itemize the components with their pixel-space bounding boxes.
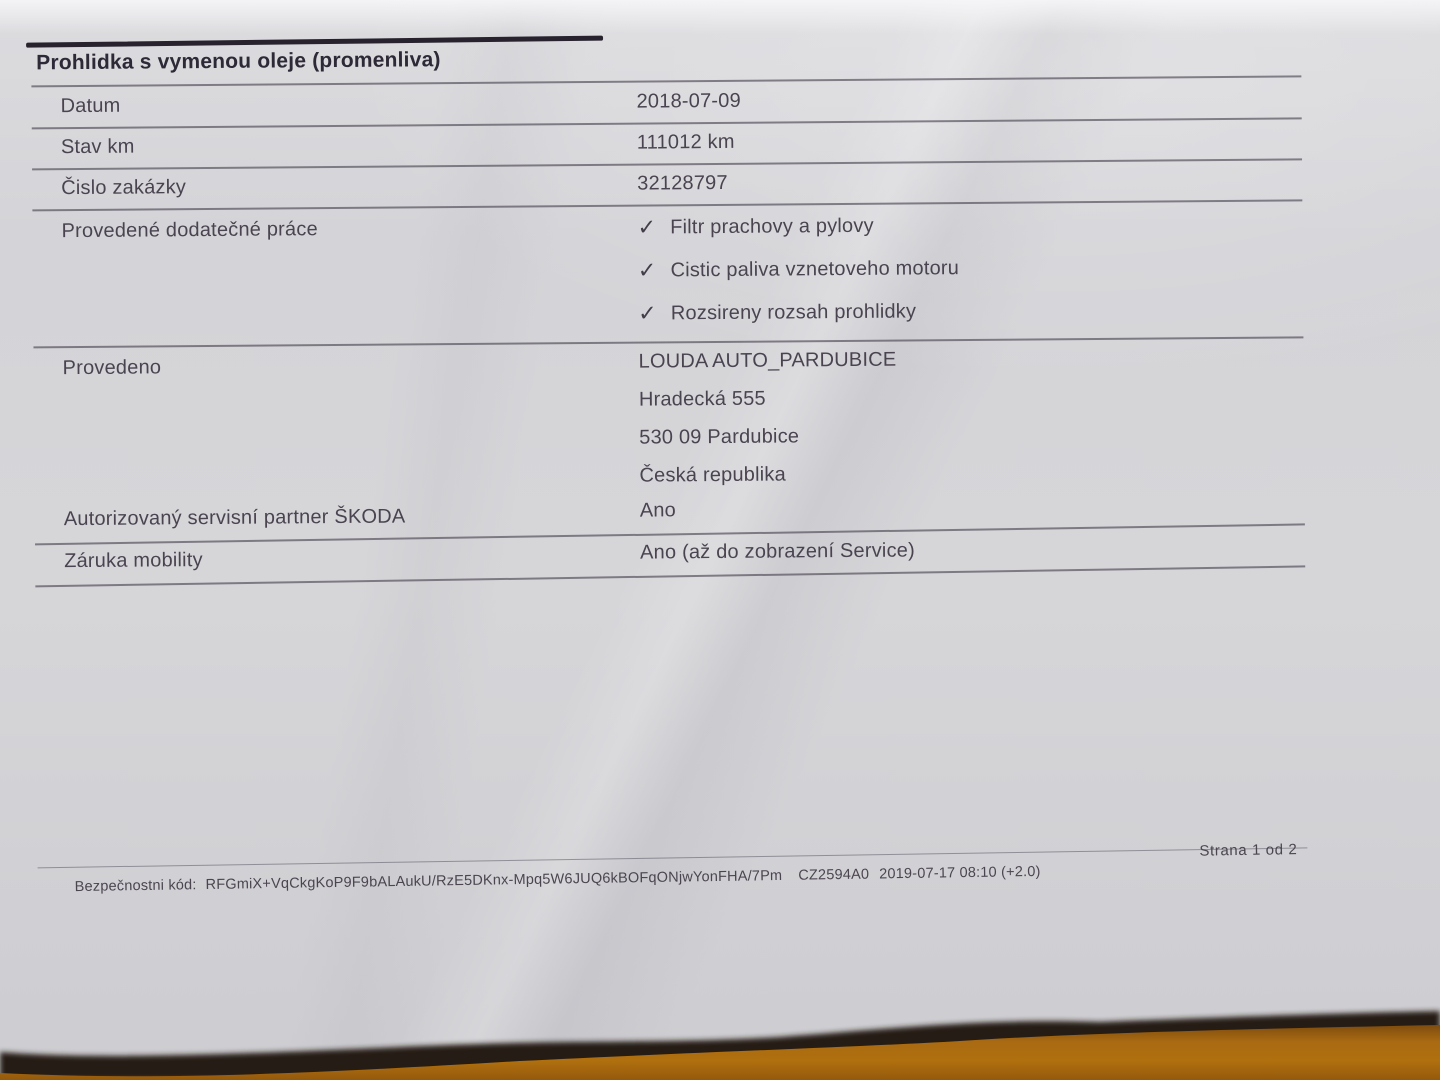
field-label-provedeno: Provedeno <box>62 356 162 380</box>
work-item-label: Rozsireny rozsah prohlidky <box>670 300 917 325</box>
field-label-zaruka-mobility: Záruka mobility <box>64 549 203 573</box>
field-value-zaruka-mobility: Ano (až do zobrazení Service) <box>640 539 916 564</box>
service-location-street: Hradecká 555 <box>638 387 766 411</box>
field-label-stav-km: Stav km <box>60 135 135 159</box>
checkmark-icon: ✓ <box>638 300 657 326</box>
row-divider <box>33 336 1303 348</box>
field-label-dodatecne-prace: Provedené dodatečné práce <box>61 218 318 243</box>
checkmark-icon: ✓ <box>637 257 657 283</box>
field-value-partner: Ano <box>639 499 677 522</box>
print-timestamp: 2019-07-17 08:10 (+2.0) <box>879 863 1041 883</box>
work-item-label: Cistic paliva vznetoveho motoru <box>670 257 960 282</box>
security-code-line <box>75 864 1041 895</box>
work-item <box>638 297 916 325</box>
row-divider <box>32 199 1302 211</box>
work-item <box>637 212 873 240</box>
work-item <box>638 254 959 283</box>
field-value-cislo-zakazky: 32128797 <box>637 171 728 195</box>
row-divider <box>32 117 1302 129</box>
row-divider <box>35 565 1305 587</box>
service-location-country: Česká republika <box>639 463 786 487</box>
field-label-cislo-zakazky: Čislo zakázky <box>61 176 187 200</box>
field-value-datum: 2018-07-09 <box>636 89 741 113</box>
row-divider <box>31 75 1301 87</box>
security-code-value: RFGmiX+VqCkgKoP9F9bALAukU/RzE5DKnx-Mpq5W6JUQ6kBOFqONjwYonFHA/7Pm <box>205 867 783 894</box>
security-code-label: Bezpečnostni kód: <box>74 877 197 896</box>
title-divider-bar <box>26 36 603 48</box>
document-id: CZ2594A0 <box>798 866 870 884</box>
checkmark-icon: ✓ <box>637 214 657 240</box>
field-value-stav-km: 111012 km <box>636 130 735 154</box>
page-number: Strana 1 od 2 <box>1199 841 1298 860</box>
document-title: Prohlidka s vymenou oleje (promenliva) <box>36 48 441 75</box>
service-location-city: 530 09 Pardubice <box>639 425 800 449</box>
field-label-datum: Datum <box>60 94 121 118</box>
field-label-partner: Autorizovaný servisní partner ŠKODA <box>63 505 406 531</box>
work-item-label: Filtr prachovy a pylovy <box>670 214 874 239</box>
service-location-name: LOUDA AUTO_PARDUBICE <box>638 348 897 373</box>
footer-divider <box>38 847 1308 868</box>
table-surface <box>0 985 1440 1080</box>
row-divider <box>32 158 1302 170</box>
